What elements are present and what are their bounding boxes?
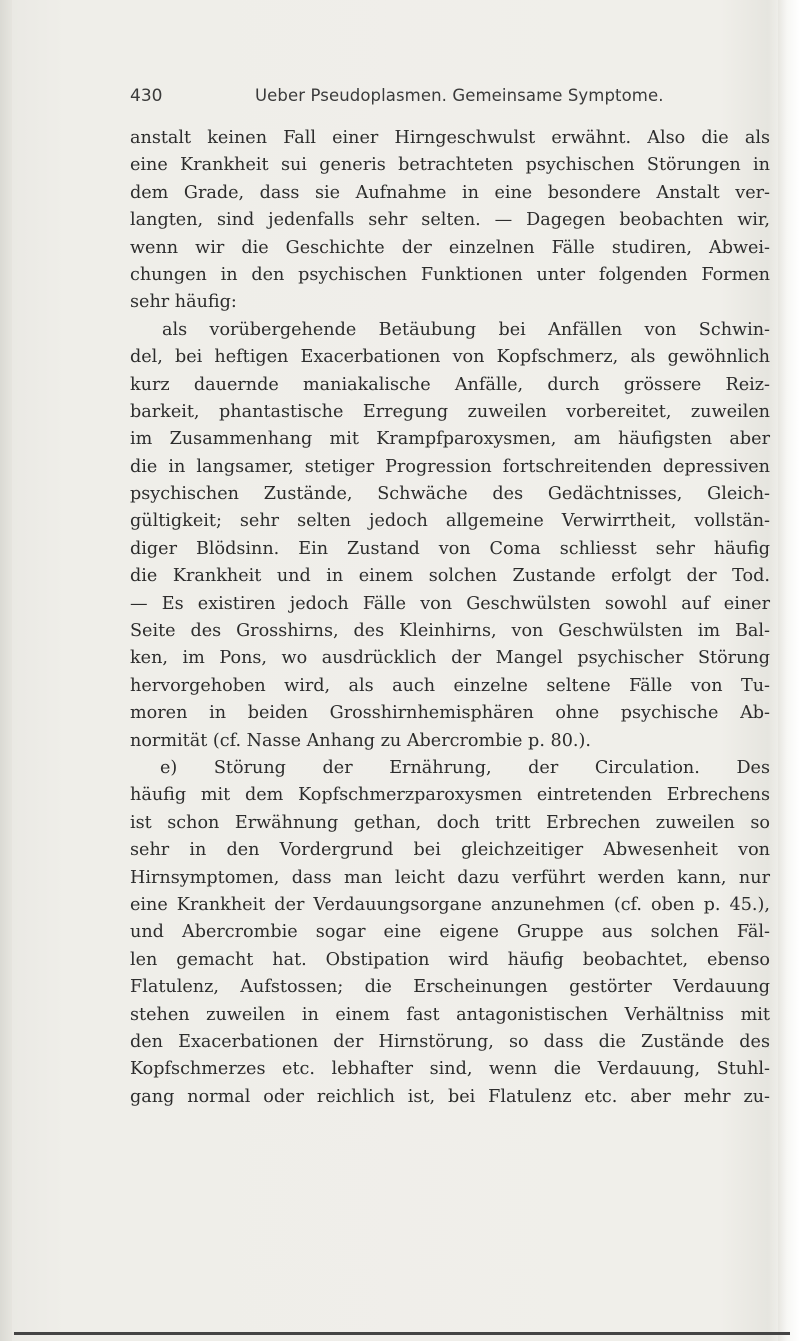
text-line: diger Blödsinn. Ein Zustand von Coma schliesst sehr häufig [130,538,770,559]
text-line: anstalt keinen Fall einer Hirngeschwulst erwähnt. Also die als [130,128,770,148]
text-line: kurz dauernde maniakalische Anfälle, durch grössere Reiz- [130,374,770,395]
text-line: sehr in den Vordergrund bei gleichzeitiger Abwesenheit von [130,840,770,861]
text-line: del, bei heftigen Exacerbationen von Kopfschmerz, als gewöhnlich [130,347,770,368]
text-line: Hirnsymptomen, dass man leicht dazu verführt werden kann, nur [130,867,770,888]
page-edge-right [778,0,800,1341]
text-line: chungen in den psychischen Funktionen unter folgenden Formen [130,264,770,285]
page-header [130,86,664,106]
text-line: als vorübergehende Betäubung bei Anfällen von Schwin- [162,319,770,340]
page-number: 430 [130,86,163,106]
body-text [130,125,770,1111]
text-line: Flatulenz, Aufstossen; die Erscheinungen gestörter Verdauung [130,977,770,998]
text-line: und Abercrombie sogar eine eigene Gruppe aus solchen Fäl- [130,922,770,943]
text-line: gültigkeit; sehr selten jedoch allgemeine Verwirrtheit, vollstän- [130,511,770,532]
page-binding-shadow [0,0,12,1341]
text-line: im Zusammenhang mit Krampfparoxysmen, am häufigsten aber [130,429,770,450]
text-line: eine Krankheit der Verdauungsorgane anzunehmen (cf. oben p. 45.), [130,894,770,915]
text-line: psychischen Zustände, Schwäche des Gedächtnisses, Gleich- [130,484,770,505]
text-line: stehen zuweilen in einem fast antagonistischen Verhältniss mit [130,1004,770,1025]
text-line: die in langsamer, stetiger Progression fortschreitenden depressiven [130,456,770,477]
text-line: ken, im Pons, wo ausdrücklich der Mangel psychischer Störung [130,648,770,669]
text-line: len gemacht hat. Obstipation wird häufig beobachtet, ebenso [130,949,770,970]
text-line: ist schon Erwähnung gethan, doch tritt Erbrechen zuweilen so [130,812,770,833]
text-line: häufig mit dem Kopfschmerzparoxysmen eintretenden Erbrechens [130,785,770,806]
text-line: Seite des Grosshirns, des Kleinhirns, von Geschwülsten im Bal- [130,621,770,642]
text-line: e) Störung der Ernährung, der Circulation. Des [160,757,770,778]
text-line: gang normal oder reichlich ist, bei Flatulenz etc. aber mehr zu- [130,1086,770,1107]
text-line: normität (cf. Nasse Anhang zu Abercrombie p. 80.). [130,730,591,751]
text-line: wenn wir die Geschichte der einzelnen Fälle studiren, Abwei- [130,237,770,258]
text-line: — Es existiren jedoch Fälle von Geschwülsten sowohl auf einer [130,593,770,614]
text-line: barkeit, phantastische Erregung zuweilen vorbereitet, zuweilen [130,401,770,422]
text-line: den Exacerbationen der Hirnstörung, so dass die Zustände des [130,1031,770,1052]
text-line: Kopfschmerzes etc. lebhafter sind, wenn die Verdauung, Stuhl- [130,1059,770,1080]
text-line: moren in beiden Grosshirnhemisphären ohne psychische Ab- [130,703,770,724]
text-line: langten, sind jedenfalls sehr selten. — Dagegen beobachten wir, [130,210,770,231]
page-bottom-edge [14,1332,790,1335]
text-line: eine Krankheit sui generis betrachteten psychischen Störungen in [130,155,770,176]
running-head: Ueber Pseudoplasmen. Gemeinsame Symptome. [255,86,664,105]
text-line: hervorgehoben wird, als auch einzelne seltene Fälle von Tu- [130,675,770,696]
text-line: sehr häufig: [130,292,237,313]
text-line: die Krankheit und in einem solchen Zustande erfolgt der Tod. [130,566,770,587]
text-line: dem Grade, dass sie Aufnahme in eine besondere Anstalt ver- [130,182,770,203]
